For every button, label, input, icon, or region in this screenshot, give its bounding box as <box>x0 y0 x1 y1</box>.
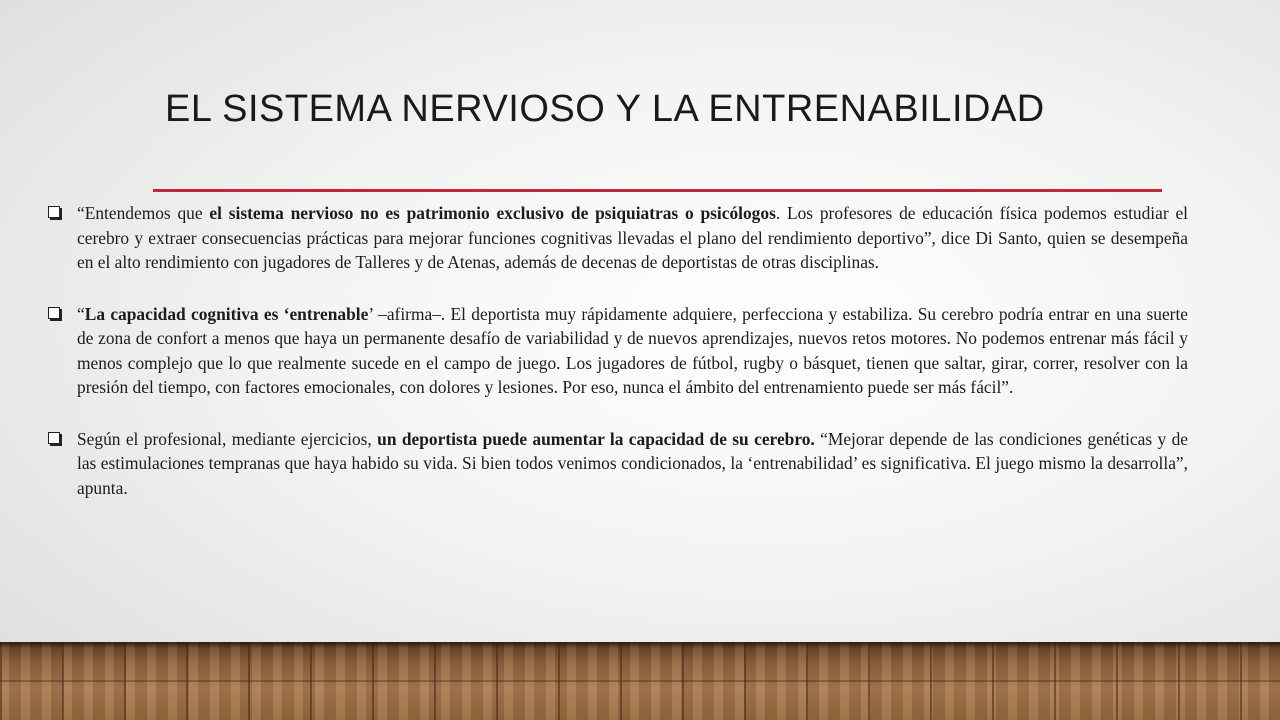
text-run: “Mejorar depende de las condiciones genéticas y de las estimulaciones tempranas que haya habido su vida. Si bien todos venimos condicionados, la ‘entrenabilidad’ es significativa. El juego mismo la desarrolla”, apunta. <box>77 428 1188 498</box>
bullet-item <box>48 201 1188 275</box>
bullet-text <box>77 201 1188 275</box>
bold-text-run: el sistema nervioso no es patrimonio exclusivo de psiquiatras o psicólogos <box>209 203 776 223</box>
slide-title: EL SISTEMA NERVIOSO Y LA ENTRENABILIDAD <box>165 88 1045 130</box>
text-run: . Los profesores de educación física podemos estudiar el cerebro y extraer consecuencias prácticas para mejorar funciones cognitivas llevadas el plano del rendimiento deportivo”, dice Di Santo, quien se desempeña en el alto rendimiento con jugadores de Talleres y de Atenas, además de decenas de deportistas de otras disciplinas. <box>77 203 1188 272</box>
checkbox-square-icon <box>48 432 60 444</box>
bold-text-run: un deportista puede aumentar la capacidad de su cerebro. <box>377 428 815 449</box>
text-run: “Entendemos que <box>77 203 210 223</box>
bullet-item <box>48 427 1188 501</box>
text-run: Según el profesional, mediante ejercicios, <box>77 428 378 449</box>
wood-floor-decoration <box>0 642 1280 720</box>
text-run: “ <box>77 303 85 324</box>
checkbox-square-icon <box>48 206 60 218</box>
text-run: ’ –afirma–. El deportista muy rápidamente adquiere, perfecciona y estabiliza. Su cerebro podría entrar en una suerte de zona de confort a menos que haya un permanente desafío de variabilidad y de nuevos aprendizajes, nuevos retos motores. No podemos entrenar más fácil y menos complejo que lo que realmente sucede en el campo de juego. Los jugadores de fútbol, rugby o básquet, tienen que saltar, girar, correr, resolver con la presión del tiempo, con factores emocionales, con dolores y lesiones. Por eso, nunca el ámbito del entrenamiento puede ser más fácil”. <box>77 303 1189 397</box>
bullet-item <box>48 302 1188 400</box>
bullet-text <box>77 302 1188 400</box>
title-underline <box>153 189 1162 192</box>
bold-text-run: La capacidad cognitiva es ‘entrenable <box>84 303 369 324</box>
checkbox-square-icon <box>48 307 60 319</box>
bullet-text <box>77 427 1188 501</box>
bullet-list <box>48 201 1188 527</box>
